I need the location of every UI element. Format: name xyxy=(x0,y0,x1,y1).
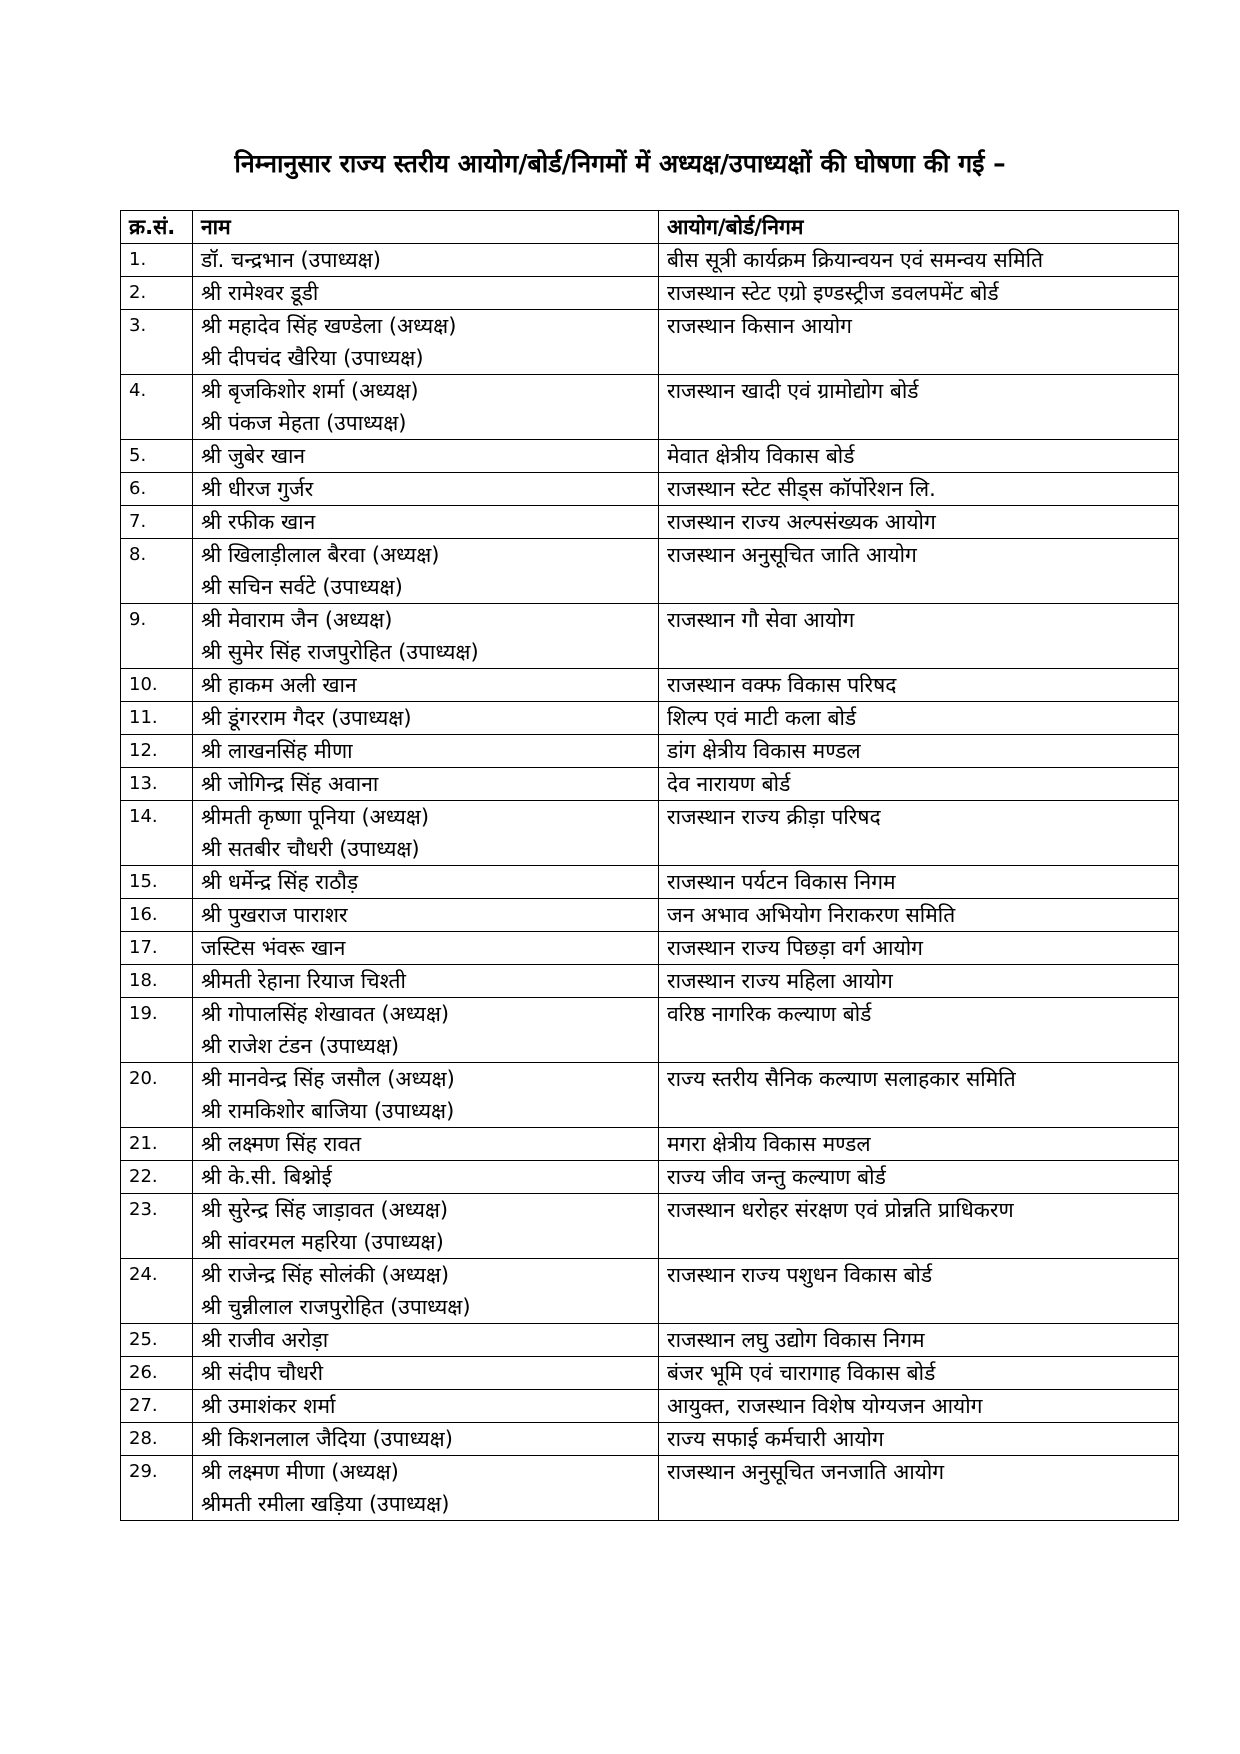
serial-number-cell: 19. xyxy=(121,998,193,1063)
organization-cell: राज्य स्तरीय सैनिक कल्याण सलाहकार समिति xyxy=(659,1063,1179,1128)
table-row xyxy=(121,1324,1179,1357)
serial-number-cell: 13. xyxy=(121,768,193,801)
serial-number-cell: 25. xyxy=(121,1324,193,1357)
name-column-header: नाम xyxy=(193,211,659,244)
organization-cell: राजस्थान खादी एवं ग्रामोद्योग बोर्ड xyxy=(659,375,1179,440)
table-row xyxy=(121,1456,1179,1521)
person-name: श्रीमती रेहाना रियाज चिश्ती xyxy=(201,969,406,993)
serial-number-cell: 1. xyxy=(121,244,193,277)
person-name: श्री संदीप चौधरी xyxy=(201,1361,324,1385)
table-row xyxy=(121,932,1179,965)
person-name: श्री गोपालसिंह शेखावत (अध्यक्ष) xyxy=(201,1002,450,1026)
table-row xyxy=(121,965,1179,998)
serial-number-cell: 18. xyxy=(121,965,193,998)
name-cell xyxy=(193,1063,659,1128)
table-row xyxy=(121,1194,1179,1259)
organization-cell: जन अभाव अभियोग निराकरण समिति xyxy=(659,899,1179,932)
person-name: श्री राजेन्द्र सिंह सोलंकी (अध्यक्ष) xyxy=(201,1263,450,1287)
organization-cell: शिल्प एवं माटी कला बोर्ड xyxy=(659,702,1179,735)
name-cell xyxy=(193,801,659,866)
table-row xyxy=(121,473,1179,506)
name-cell xyxy=(193,965,659,998)
serial-number-cell: 12. xyxy=(121,735,193,768)
table-row xyxy=(121,702,1179,735)
name-cell xyxy=(193,899,659,932)
organization-cell: बंजर भूमि एवं चारागाह विकास बोर्ड xyxy=(659,1357,1179,1390)
serial-number-cell: 20. xyxy=(121,1063,193,1128)
organization-cell: वरिष्ठ नागरिक कल्याण बोर्ड xyxy=(659,998,1179,1063)
table-row xyxy=(121,277,1179,310)
table-row xyxy=(121,801,1179,866)
organization-cell: बीस सूत्री कार्यक्रम क्रियान्वयन एवं समन्वय समिति xyxy=(659,244,1179,277)
person-name: श्री लक्ष्मण मीणा (अध्यक्ष) xyxy=(201,1460,399,1484)
serial-number-cell: 15. xyxy=(121,866,193,899)
person-name: श्री राजेश टंडन (उपाध्यक्ष) xyxy=(201,1034,400,1058)
serial-number-cell: 4. xyxy=(121,375,193,440)
table-row xyxy=(121,1128,1179,1161)
person-name: श्री सुरेन्द्र सिंह जाड़ावत (अध्यक्ष) xyxy=(201,1198,449,1222)
serial-number-cell: 22. xyxy=(121,1161,193,1194)
person-name: श्री महादेव सिंह खण्डेला (अध्यक्ष) xyxy=(201,314,457,338)
name-cell xyxy=(193,1194,659,1259)
name-cell xyxy=(193,1259,659,1324)
serial-number-cell: 24. xyxy=(121,1259,193,1324)
organization-cell: राजस्थान लघु उद्योग विकास निगम xyxy=(659,1324,1179,1357)
table-row xyxy=(121,244,1179,277)
organization-cell: राजस्थान राज्य अल्पसंख्यक आयोग xyxy=(659,506,1179,539)
serial-number-cell: 17. xyxy=(121,932,193,965)
table-row xyxy=(121,1390,1179,1423)
table-header-row xyxy=(121,211,1179,244)
serial-number-cell: 5. xyxy=(121,440,193,473)
serial-number-cell: 2. xyxy=(121,277,193,310)
person-name: श्री के.सी. बिश्नोई xyxy=(201,1165,332,1189)
person-name: श्री सचिन सर्वटे (उपाध्यक्ष) xyxy=(201,575,403,599)
person-name: श्री रामेश्वर डूडी xyxy=(201,281,319,305)
organization-cell: राजस्थान किसान आयोग xyxy=(659,310,1179,375)
organization-cell: राजस्थान अनुसूचित जाति आयोग xyxy=(659,539,1179,604)
table-row xyxy=(121,1259,1179,1324)
name-cell xyxy=(193,1423,659,1456)
serial-number-cell: 7. xyxy=(121,506,193,539)
organization-cell: राजस्थान अनुसूचित जनजाति आयोग xyxy=(659,1456,1179,1521)
name-cell xyxy=(193,702,659,735)
organization-cell: राजस्थान स्टेट सीड्स कॉर्पोरेशन लि. xyxy=(659,473,1179,506)
person-name: श्री पंकज मेहता (उपाध्यक्ष) xyxy=(201,411,407,435)
person-name: श्री मानवेन्द्र सिंह जसौल (अध्यक्ष) xyxy=(201,1067,455,1091)
name-cell xyxy=(193,375,659,440)
serial-number-cell: 29. xyxy=(121,1456,193,1521)
name-cell xyxy=(193,244,659,277)
name-cell xyxy=(193,998,659,1063)
appointments-table xyxy=(120,210,1179,1521)
table-row xyxy=(121,506,1179,539)
person-name: श्री सुमेर सिंह राजपुरोहित (उपाध्यक्ष) xyxy=(201,640,479,664)
serial-number-cell: 10. xyxy=(121,669,193,702)
name-cell xyxy=(193,1357,659,1390)
organization-cell: राजस्थान राज्य क्रीड़ा परिषद xyxy=(659,801,1179,866)
name-cell xyxy=(193,1128,659,1161)
organization-cell: राजस्थान राज्य पिछड़ा वर्ग आयोग xyxy=(659,932,1179,965)
serial-number-cell: 28. xyxy=(121,1423,193,1456)
name-cell xyxy=(193,277,659,310)
person-name: श्री खिलाड़ीलाल बैरवा (अध्यक्ष) xyxy=(201,543,440,567)
name-cell xyxy=(193,473,659,506)
serial-number-cell: 11. xyxy=(121,702,193,735)
person-name: श्रीमती कृष्णा पूनिया (अध्यक्ष) xyxy=(201,805,430,829)
table-row xyxy=(121,1357,1179,1390)
organization-cell: डांग क्षेत्रीय विकास मण्डल xyxy=(659,735,1179,768)
name-cell xyxy=(193,932,659,965)
name-cell xyxy=(193,1390,659,1423)
person-name: श्रीमती रमीला खड़िया (उपाध्यक्ष) xyxy=(201,1492,450,1516)
organization-cell: राजस्थान वक्फ विकास परिषद xyxy=(659,669,1179,702)
person-name: श्री दीपचंद खैरिया (उपाध्यक्ष) xyxy=(201,346,424,370)
name-cell xyxy=(193,506,659,539)
name-cell xyxy=(193,1161,659,1194)
person-name: डॉ. चन्द्रभान (उपाध्यक्ष) xyxy=(201,248,381,272)
table-row xyxy=(121,1423,1179,1456)
serial-number-cell: 21. xyxy=(121,1128,193,1161)
person-name: श्री जोगिन्द्र सिंह अवाना xyxy=(201,772,379,796)
organization-cell: राजस्थान धरोहर संरक्षण एवं प्रोन्नति प्राधिकरण xyxy=(659,1194,1179,1259)
name-cell xyxy=(193,310,659,375)
table-row xyxy=(121,1063,1179,1128)
person-name: श्री जुबेर खान xyxy=(201,444,306,468)
serial-number-cell: 27. xyxy=(121,1390,193,1423)
organization-column-header: आयोग/बोर्ड/निगम xyxy=(659,211,1179,244)
name-cell xyxy=(193,1324,659,1357)
serial-number-cell: 9. xyxy=(121,604,193,669)
name-cell xyxy=(193,735,659,768)
table-row xyxy=(121,604,1179,669)
serial-number-cell: 6. xyxy=(121,473,193,506)
table-row xyxy=(121,310,1179,375)
person-name: श्री धर्मेन्द्र सिंह राठौड़ xyxy=(201,870,359,894)
name-cell xyxy=(193,866,659,899)
table-row xyxy=(121,768,1179,801)
person-name: श्री राजीव अरोड़ा xyxy=(201,1328,329,1352)
person-name: जस्टिस भंवरू खान xyxy=(201,936,346,960)
organization-cell: राजस्थान पर्यटन विकास निगम xyxy=(659,866,1179,899)
table-row xyxy=(121,375,1179,440)
organization-cell: आयुक्त, राजस्थान विशेष योग्यजन आयोग xyxy=(659,1390,1179,1423)
serial-column-header: क्र.सं. xyxy=(121,211,193,244)
name-cell xyxy=(193,539,659,604)
person-name: श्री सतबीर चौधरी (उपाध्यक्ष) xyxy=(201,837,420,861)
name-cell xyxy=(193,768,659,801)
organization-cell: मगरा क्षेत्रीय विकास मण्डल xyxy=(659,1128,1179,1161)
person-name: श्री उमाशंकर शर्मा xyxy=(201,1394,336,1418)
person-name: श्री बृजकिशोर शर्मा (अध्यक्ष) xyxy=(201,379,419,403)
person-name: श्री पुखराज पाराशर xyxy=(201,903,348,927)
organization-cell: राजस्थान स्टेट एग्रो इण्डस्ट्रीज डवलपमेंट बोर्ड xyxy=(659,277,1179,310)
organization-cell: देव नारायण बोर्ड xyxy=(659,768,1179,801)
person-name: श्री मेवाराम जैन (अध्यक्ष) xyxy=(201,608,393,632)
organization-cell: राजस्थान गौ सेवा आयोग xyxy=(659,604,1179,669)
person-name: श्री किशनलाल जैदिया (उपाध्यक्ष) xyxy=(201,1427,453,1451)
organization-cell: राज्य सफाई कर्मचारी आयोग xyxy=(659,1423,1179,1456)
page-title: निम्नानुसार राज्य स्तरीय आयोग/बोर्ड/निगमों में अध्यक्ष/उपाध्यक्षों की घोषणा की गई – xyxy=(234,149,1006,178)
person-name: श्री सांवरमल महरिया (उपाध्यक्ष) xyxy=(201,1230,444,1254)
serial-number-cell: 16. xyxy=(121,899,193,932)
name-cell xyxy=(193,669,659,702)
table-row xyxy=(121,440,1179,473)
table-row xyxy=(121,866,1179,899)
serial-number-cell: 8. xyxy=(121,539,193,604)
organization-cell: राज्य जीव जन्तु कल्याण बोर्ड xyxy=(659,1161,1179,1194)
serial-number-cell: 23. xyxy=(121,1194,193,1259)
table-row xyxy=(121,998,1179,1063)
person-name: श्री डूंगरराम गैदर (उपाध्यक्ष) xyxy=(201,706,412,730)
serial-number-cell: 14. xyxy=(121,801,193,866)
serial-number-cell: 3. xyxy=(121,310,193,375)
organization-cell: राजस्थान राज्य पशुधन विकास बोर्ड xyxy=(659,1259,1179,1324)
table-body xyxy=(121,244,1179,1521)
person-name: श्री रामकिशोर बाजिया (उपाध्यक्ष) xyxy=(201,1099,455,1123)
organization-cell: मेवात क्षेत्रीय विकास बोर्ड xyxy=(659,440,1179,473)
table-row xyxy=(121,669,1179,702)
table-row xyxy=(121,539,1179,604)
table-row xyxy=(121,735,1179,768)
table-row xyxy=(121,899,1179,932)
name-cell xyxy=(193,604,659,669)
name-cell xyxy=(193,440,659,473)
organization-cell: राजस्थान राज्य महिला आयोग xyxy=(659,965,1179,998)
table-row xyxy=(121,1161,1179,1194)
name-cell xyxy=(193,1456,659,1521)
person-name: श्री रफीक खान xyxy=(201,510,316,534)
person-name: श्री लक्ष्मण सिंह रावत xyxy=(201,1132,362,1156)
person-name: श्री लाखनसिंह मीणा xyxy=(201,739,353,763)
person-name: श्री धीरज गुर्जर xyxy=(201,477,314,501)
serial-number-cell: 26. xyxy=(121,1357,193,1390)
person-name: श्री हाकम अली खान xyxy=(201,673,357,697)
person-name: श्री चुन्नीलाल राजपुरोहित (उपाध्यक्ष) xyxy=(201,1295,471,1319)
